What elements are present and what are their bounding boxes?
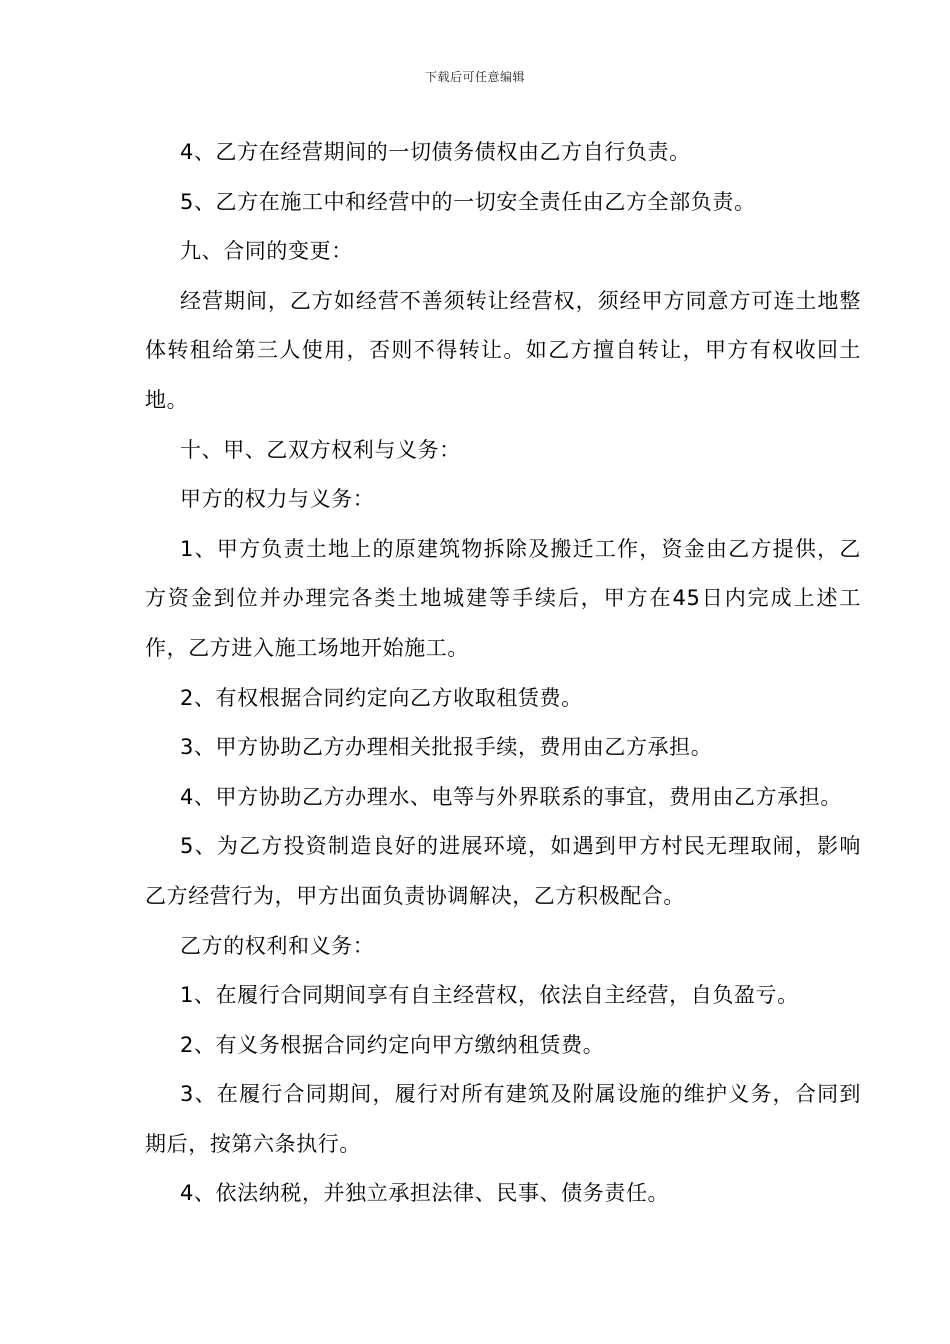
sub-heading: 乙方的权利和义务：	[180, 933, 375, 958]
paragraph: 2、有权根据合同约定向乙方收取租赁费。	[180, 685, 583, 710]
paragraph: 1、甲方负责土地上的原建筑物拆除及搬迁工作，资金由乙方提供，乙方资金到位并办理完各类土地城建等手续后，甲方在45日内完成上述工作，乙方进入施工场地开始施工。	[145, 536, 861, 660]
paragraph: 4、甲方协助乙方办理水、电等与外界联系的事宜，费用由乙方承担。	[180, 784, 842, 809]
paragraph: 5、为乙方投资制造良好的进展环境，如遇到甲方村民无理取闹，影响乙方经营行为，甲方出面负责协调解决，乙方积极配合。	[145, 834, 861, 908]
paragraph: 2、有义务根据合同约定向甲方缴纳租赁费。	[180, 1032, 605, 1057]
document-body	[145, 128, 861, 1219]
paragraph: 3、在履行合同期间，履行对所有建筑及附属设施的维护义务，合同到期后，按第六条执行。	[145, 1082, 861, 1156]
paragraph: 5、乙方在施工中和经营中的一切安全责任由乙方全部负责。	[180, 189, 756, 214]
section-heading: 十、甲、乙双方权利与义务：	[180, 437, 461, 462]
section-heading: 九、合同的变更：	[180, 239, 353, 264]
paragraph: 4、依法纳税，并独立承担法律、民事、债务责任。	[180, 1181, 670, 1206]
sub-heading: 甲方的权力与义务：	[180, 487, 375, 512]
paragraph: 3、甲方协助乙方办理相关批报手续，费用由乙方承担。	[180, 735, 713, 760]
paragraph: 1、在履行合同期间享有自主经营权，依法自主经营，自负盈亏。	[180, 983, 799, 1008]
paragraph: 经营期间，乙方如经营不善须转让经营权，须经甲方同意方可连土地整体转租给第三人使用，否则不得转让。如乙方擅自转让，甲方有权收回土地。	[145, 288, 861, 412]
page-header: 下载后可任意编辑	[424, 70, 525, 84]
paragraph: 4、乙方在经营期间的一切债务债权由乙方自行负责。	[180, 140, 691, 164]
